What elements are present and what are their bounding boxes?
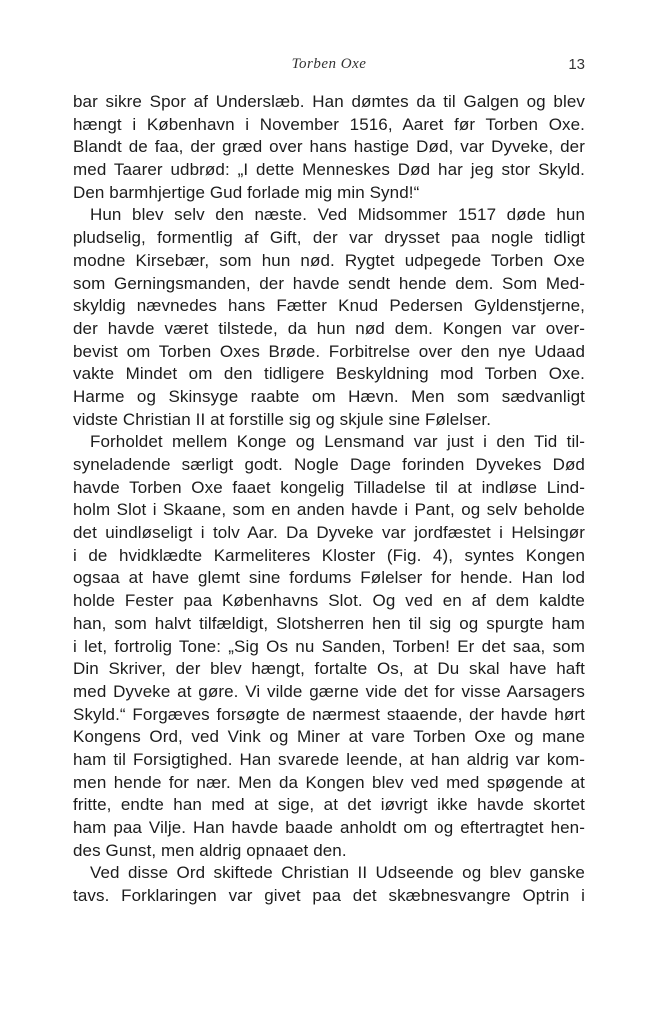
text-line: i de hvidklædte Karmeliteres Kloster (Fig. 4), syntes Kongen: [73, 545, 585, 565]
text-line: han, som halvt tilfældigt, Slotsherren hen til sig og spurgte ham: [73, 613, 585, 633]
text-line: ham paa Vilje. Han havde baade anholdt om og eftertragtet hen-: [73, 818, 585, 837]
text-line: bevist om Torben Oxes Brøde. Forbitrelse over den nye Udaad: [73, 341, 585, 361]
text-line: tavs. Forklaringen var givet paa det skæbnesvangre Optrin i: [73, 886, 585, 906]
text-line: Skyld.“ Forgæves forsøgte de nærmest staaende, der havde hørt: [73, 704, 585, 724]
text-line: bar sikre Spor af Underslæb. Han dømtes da til Galgen og blev: [73, 92, 585, 111]
text-line: Ved disse Ord skiftede Christian II Udseende og blev ganske: [90, 863, 585, 883]
text-line: Blandt de faa, der græd over hans hastige Død, var Dyveke, der: [73, 137, 585, 157]
text-line: det uindløseligt i tolv Aar. Da Dyveke var jordfæstet i Helsingør: [73, 523, 585, 543]
text-line: i let, fortrolig Tone: „Sig Os nu Sanden, Torben! Er det saa, som: [73, 636, 585, 656]
text-line: Forholdet mellem Konge og Lensmand var just i den Tid til-: [90, 432, 585, 452]
text-line: Harme og Skinsyge raabte om Hævn. Men som sædvanligt: [73, 386, 585, 406]
text-line: vidste Christian II at forstille sig og skjule sine Følelser.: [73, 409, 492, 429]
text-line: fritte, endte han med at sige, at det iøvrigt ikke havde skortet: [73, 795, 585, 815]
text-line: Den barmhjertige Gud forlade mig min Synd!“: [73, 182, 420, 202]
text-line: ham til Forsigtighed. Han svarede leende, at han aldrig var kom-: [73, 749, 585, 769]
text-line: Kongens Ord, ved Vink og Miner at vare Torben Oxe og mane: [73, 727, 585, 747]
text-line: skyldig nævnedes hans Fætter Knud Pedersen Gyldenstjerne,: [73, 296, 585, 316]
text-line: holde Fester paa Københavns Slot. Og ved en af dem kaldte: [73, 591, 585, 611]
text-line: havde Torben Oxe faaet kongelig Tilladelse til at indløse Lind-: [73, 477, 585, 497]
text-line: holm Slot i Skaane, som en anden havde i Pant, og selv beholde: [73, 500, 585, 520]
page-number: 13: [568, 56, 585, 73]
text-line: Hun blev selv den næste. Ved Midsommer 1517 døde hun: [90, 205, 585, 225]
text-line: vakte Mindet om den tidligere Beskyldning mod Torben Oxe.: [73, 364, 585, 384]
text-line: med Dyveke at gøre. Vi vilde gærne vide det for visse Aarsagers: [73, 681, 585, 701]
text-line: ogsaa at have glemt sine fordums Følelser for hende. Han lod: [73, 568, 585, 588]
text-line: des Gunst, men aldrig opnaaet den.: [73, 840, 347, 860]
body-text: [73, 91, 585, 908]
running-title: Torben Oxe: [291, 56, 367, 72]
text-line: som Gerningsmanden, der havde sendt hende dem. Som Med-: [73, 273, 585, 293]
text-line: hængt i København i November 1516, Aaret før Torben Oxe.: [73, 114, 585, 134]
text-line: modne Kirsebær, som hun nød. Rygtet udpegede Torben Oxe: [73, 250, 585, 270]
text-line: pludselig, formentlig af Gift, der var drysset paa nogle tidligt: [73, 228, 585, 248]
text-line: med Taarer udbrød: „I dette Menneskes Død har jeg stor Skyld.: [73, 160, 585, 180]
text-line: der havde været tilstede, da hun nød dem. Kongen var over-: [73, 318, 585, 338]
text-line: men hende for nær. Men da Kongen blev ved med spøgende at: [73, 772, 585, 792]
text-line: syneladende særligt godt. Nogle Dage forinden Dyvekes Død: [73, 455, 585, 474]
running-head: [73, 56, 585, 78]
text-line: Din Skriver, der blev hængt, fortalte Os, at Du skal have haft: [73, 659, 585, 679]
